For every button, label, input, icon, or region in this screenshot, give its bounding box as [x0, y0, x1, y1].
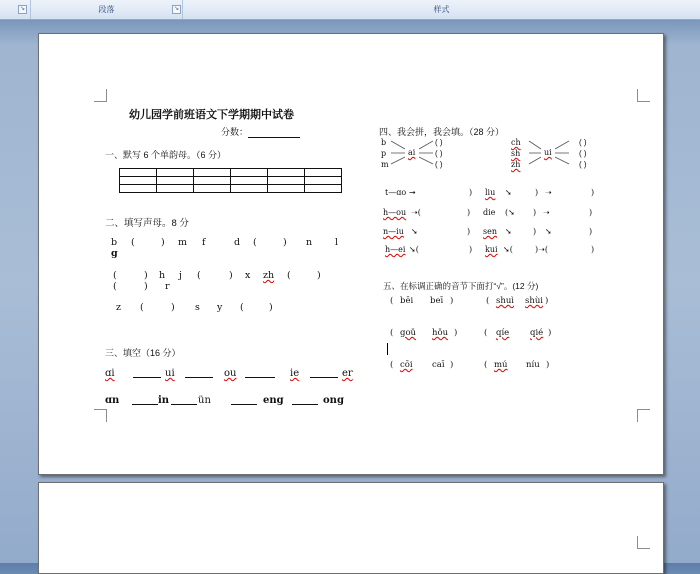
- ribbon-group-paragraph: [31, 0, 183, 19]
- section-4-heading: 四、我会拼，我会填。（28 分）: [379, 127, 505, 137]
- pinyin-text: zh: [511, 160, 521, 169]
- pinyin-text: s: [195, 302, 200, 313]
- group-1-initials: [381, 137, 389, 170]
- paren-text: (: [390, 360, 394, 370]
- section-1-heading: 一、默写 6 个单韵母。（6 分）: [105, 150, 227, 160]
- pinyin-text: m: [381, 160, 389, 169]
- paren-text: ): [283, 237, 287, 248]
- arrow-icon: ➞: [409, 188, 416, 197]
- pinyin-text: kui: [485, 245, 498, 254]
- paren-text: (: [486, 296, 490, 306]
- ribbon-group-styles: [183, 0, 700, 19]
- margin-corner-mark: [94, 409, 107, 422]
- paren-text: ( ): [435, 149, 443, 158]
- arrow-icon: ➘: [411, 227, 418, 236]
- arrow-icon: ➘: [505, 188, 512, 197]
- paren-text: ): [535, 188, 539, 197]
- paren-text: ): [171, 302, 175, 313]
- arrow-icon: ➝: [545, 188, 552, 197]
- pinyin-text: r: [165, 281, 170, 292]
- pinyin-text: ong: [323, 395, 344, 406]
- arrow-row-4: [385, 245, 615, 257]
- paren-text: ): [454, 328, 458, 338]
- paren-text: (: [113, 270, 117, 281]
- group-2-initials: [511, 137, 521, 170]
- paren-text: ): [144, 281, 148, 292]
- paren-text: ): [467, 208, 471, 217]
- pinyin-text: beī: [430, 296, 444, 306]
- vowel-writing-grid[interactable]: [119, 168, 342, 193]
- group-2-answers: [579, 137, 587, 170]
- exam-title: 幼儿园学前班语文下学期期中试卷: [129, 109, 294, 121]
- pinyin-text: goǔ: [400, 328, 417, 338]
- tone-row-2: [390, 328, 590, 340]
- pinyin-text: sen: [483, 227, 497, 236]
- dialog-launcher-icon[interactable]: ↘: [173, 6, 180, 12]
- pinyin-text: h—ou: [383, 208, 407, 217]
- paren-text: ): [450, 360, 454, 370]
- pinyin-text: in: [158, 395, 170, 406]
- arrow-icon: ➘: [505, 227, 512, 236]
- pinyin-text: t—ɑo: [385, 188, 407, 197]
- pinyin-text: n: [306, 237, 313, 248]
- arrow-icon: ➘: [545, 227, 552, 236]
- dialog-launcher-icon[interactable]: ↘: [19, 6, 26, 12]
- pinyin-text: y: [217, 302, 223, 313]
- paren-text: ): [533, 227, 537, 236]
- pinyin-text: bēi: [400, 296, 414, 306]
- s3-row-1: [105, 368, 365, 382]
- group-1-final: ai: [408, 148, 416, 157]
- fill-blank[interactable]: [310, 368, 338, 378]
- paren-text: ): [589, 208, 593, 217]
- pinyin-text: j: [179, 270, 182, 281]
- fill-blank[interactable]: [171, 395, 197, 405]
- pinyin-text: h—ei: [385, 245, 406, 254]
- pinyin-text: ui: [165, 368, 175, 379]
- pinyin-text: sh: [511, 149, 521, 158]
- arrow-icon: ➘(: [503, 245, 513, 254]
- paren-text: ): [467, 227, 471, 236]
- pinyin-text: f: [202, 237, 206, 248]
- ribbon-group-paragraph-label: 段落: [98, 5, 115, 14]
- arrow-icon: (➘: [505, 208, 515, 217]
- pinyin-text: p: [381, 149, 387, 158]
- pinyin-text: d: [234, 237, 241, 248]
- fill-blank[interactable]: [133, 368, 161, 378]
- text-cursor: [387, 343, 388, 355]
- pinyin-text: eng: [263, 395, 284, 406]
- arrow-row-1: [385, 188, 615, 200]
- paren-text: ( ): [579, 160, 587, 169]
- pinyin-text: liu: [485, 188, 496, 197]
- paren-text: (: [287, 270, 291, 281]
- paren-text: ): [591, 245, 595, 254]
- ribbon-group-styles-label: 样式: [433, 5, 450, 14]
- paren-text: (: [484, 328, 488, 338]
- group-1-answers: [435, 137, 443, 170]
- pinyin-text: g: [111, 248, 118, 259]
- arrow-row-3: [383, 227, 613, 239]
- paren-text: (: [484, 360, 488, 370]
- pinyin-text: m: [178, 237, 188, 248]
- margin-corner-mark: [637, 89, 650, 102]
- paren-text: ): [589, 227, 593, 236]
- pinyin-text: ch: [511, 138, 521, 147]
- paren-text: ( ): [435, 138, 443, 147]
- arrow-row-2: [383, 208, 613, 220]
- paren-text: ): [450, 296, 454, 306]
- paren-text: ( ): [579, 149, 587, 158]
- pinyin-text: x: [245, 270, 251, 281]
- paren-text: ): [144, 270, 148, 281]
- pinyin-text: qíe: [496, 328, 510, 338]
- fill-blank[interactable]: [132, 395, 158, 405]
- pinyin-text: ɑn: [105, 395, 120, 406]
- paren-text: ): [545, 296, 549, 306]
- pinyin-text: l: [335, 237, 339, 248]
- score-label-text: 分数：: [221, 127, 249, 137]
- margin-corner-mark: [94, 89, 107, 102]
- paren-text: ): [269, 302, 273, 313]
- pinyin-text: b: [381, 138, 387, 147]
- paren-text: (: [140, 302, 144, 313]
- score-blank[interactable]: [248, 128, 300, 138]
- margin-corner-mark: [637, 536, 650, 549]
- score-label: [221, 125, 300, 138]
- document-page-2[interactable]: [38, 482, 664, 574]
- paren-text: (: [197, 270, 201, 281]
- pinyin-text: ɑi: [105, 368, 115, 379]
- ribbon-bar: [0, 0, 700, 20]
- paren-text: (: [390, 296, 394, 306]
- section-5-heading: 五、在标调正确的音节下面打“√”。(12 分): [383, 281, 539, 291]
- pinyin-text: mú: [494, 360, 508, 370]
- tone-row-1: [390, 296, 590, 308]
- pinyin-text: zh: [263, 270, 275, 281]
- pinyin-text: cōi: [400, 360, 413, 370]
- paren-text: ): [161, 237, 165, 248]
- paren-text: ): [469, 188, 473, 197]
- paren-text: ): [317, 270, 321, 281]
- pinyin-text: níu: [526, 360, 540, 370]
- paren-text: (: [113, 281, 117, 292]
- pinyin-text: qié: [530, 328, 544, 338]
- fill-blank[interactable]: [245, 368, 275, 378]
- paren-text: (: [131, 237, 135, 248]
- fill-blank[interactable]: [185, 368, 213, 378]
- pinyin-text: n—iu: [383, 227, 404, 236]
- paren-text: ): [591, 188, 595, 197]
- paren-text: ): [469, 245, 473, 254]
- paren-text: ): [548, 328, 552, 338]
- document-page[interactable]: [38, 33, 664, 475]
- paren-text: )➝(: [535, 245, 548, 254]
- section-2-heading: 二、填写声母。8 分: [105, 218, 189, 229]
- pinyin-text: die: [483, 208, 496, 217]
- paren-text: (: [240, 302, 244, 313]
- pinyin-text: er: [342, 368, 353, 379]
- pinyin-text: ün: [198, 395, 211, 406]
- paren-text: ( ): [579, 138, 587, 147]
- paren-text: ): [533, 208, 537, 217]
- pinyin-text: z: [116, 302, 122, 313]
- pinyin-text: b: [111, 237, 118, 248]
- fill-blank[interactable]: [292, 395, 318, 405]
- pinyin-text: shùi: [525, 296, 544, 306]
- paren-text: (: [390, 328, 394, 338]
- paren-text: (: [253, 237, 257, 248]
- pinyin-text: shuì: [496, 296, 515, 306]
- paren-text: ( ): [435, 160, 443, 169]
- pinyin-text: ou: [224, 368, 237, 379]
- margin-corner-mark: [637, 409, 650, 422]
- paren-text: ): [229, 270, 233, 281]
- paren-text: ): [546, 360, 550, 370]
- s3-row-2: [105, 395, 365, 409]
- arrow-icon: ➝: [543, 208, 550, 217]
- pinyin-text: caī: [432, 360, 445, 370]
- pinyin-text: hǒu: [432, 328, 449, 338]
- spelling-connector-lines: [379, 137, 639, 171]
- tone-row-3: [390, 360, 590, 372]
- ribbon-group-font: [0, 0, 31, 19]
- group-2-final: ui: [544, 148, 552, 157]
- fill-blank[interactable]: [231, 395, 257, 405]
- arrow-icon: ➝(: [411, 208, 421, 217]
- section-3-heading: 三、填空（16 分）: [105, 348, 181, 358]
- pinyin-text: h: [159, 270, 166, 281]
- arrow-icon: ➘(: [409, 245, 419, 254]
- pinyin-text: ie: [290, 368, 300, 379]
